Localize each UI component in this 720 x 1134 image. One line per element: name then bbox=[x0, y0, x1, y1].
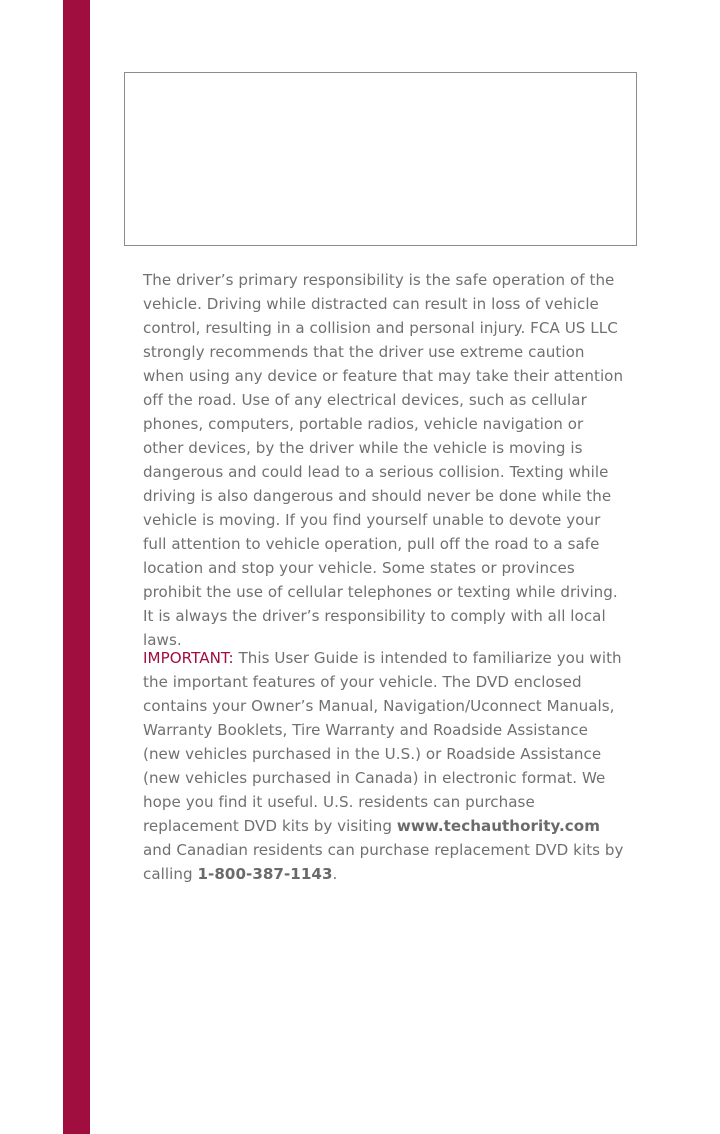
driver-responsibility-paragraph: The driver’s primary responsibility is the safe operation of the vehicle. Driving while distracted can result in loss of vehicle control, resulting in a collision and personal injury. FCA US LLC strongly recommends that the driver use extreme caution when using any device or feature that may take their attention off the road. Use of any electrical devices, such as cellular phones, computers, portable radios, vehicle navigation or other devices, by the driver while the vehicle is moving is dangerous and could lead to a serious collision. Texting while driving is also dangerous and should never be done while the vehicle is moving. If you find yourself unable to devote your full attention to vehicle operation, pull off the road to a safe location and stop your vehicle. Some states or provinces prohibit the use of cellular telephones or texting while driving. It is always the driver’s responsibility to comply with all local laws. bbox=[143, 271, 624, 649]
driver-responsibility-section bbox=[143, 268, 625, 652]
important-notice-paragraph bbox=[143, 646, 625, 886]
important-text-part-1: This User Guide is intended to familiarize you with the important features of your vehicle. The DVD enclosed contains your Owner’s Manual, Navigation/Uconnect Manuals, Warranty Booklets, Tire Warranty and Roadside Assistance (new vehicles purchased in the U.S.) or Roadside Assistance (new vehicles purchased in Canada) in electronic format. We hope you find it useful. U.S. residents can purchase replacement DVD kits by visiting bbox=[143, 649, 622, 835]
important-text-part-3: . bbox=[332, 865, 338, 883]
blank-framed-box bbox=[124, 72, 637, 246]
techauthority-website: www.techauthority.com bbox=[396, 817, 600, 835]
side-accent-bar bbox=[63, 0, 90, 1134]
important-text-part-2: and Canadian residents can purchase replacement DVD kits by calling bbox=[143, 841, 624, 883]
important-notice-section bbox=[143, 646, 625, 886]
canada-phone-number: 1-800-387-1143 bbox=[197, 865, 333, 883]
important-label: IMPORTANT: bbox=[143, 649, 234, 667]
